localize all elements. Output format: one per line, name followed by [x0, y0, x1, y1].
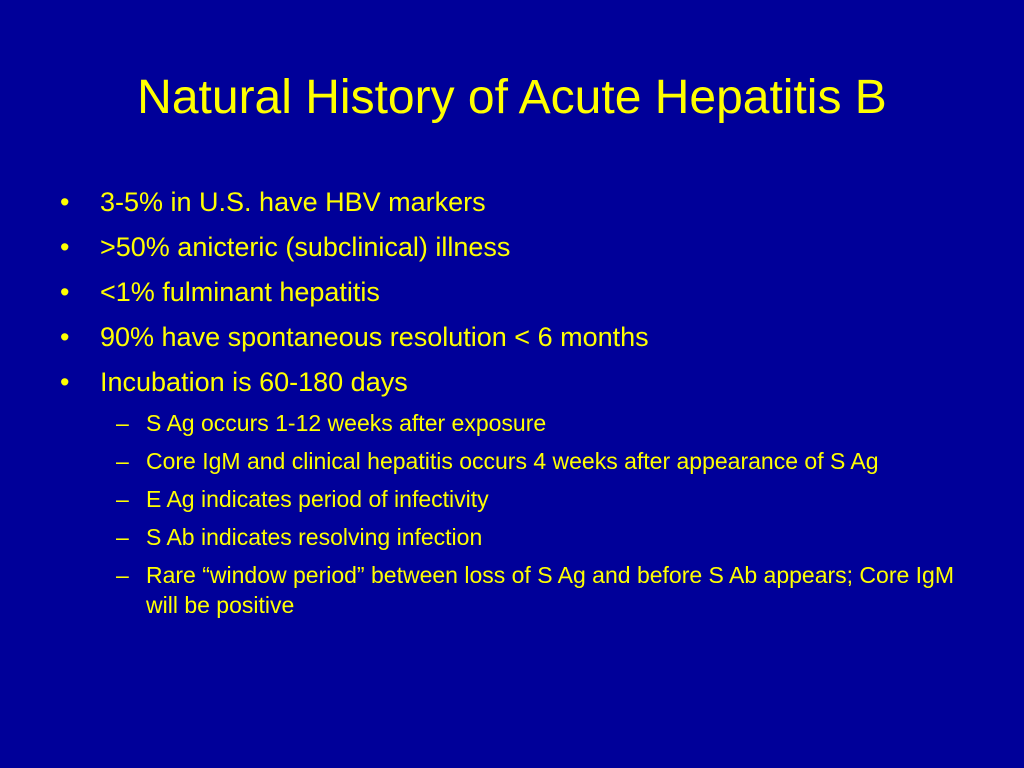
- sub-bullet-text: S Ag occurs 1-12 weeks after exposure: [146, 410, 547, 436]
- sub-bullet-list: [60, 408, 970, 628]
- sub-bullet-item: [60, 446, 970, 476]
- bullet-item: [60, 182, 970, 222]
- sub-bullet-text: Core IgM and clinical hepatitis occurs 4 weeks after appearance of S Ag: [146, 448, 879, 474]
- sub-bullet-item: [60, 408, 970, 438]
- bullet-item: [60, 362, 970, 402]
- bullet-item: [60, 227, 970, 267]
- bullet-list: [60, 182, 970, 406]
- bullet-item: [60, 317, 970, 357]
- sub-bullet-item: [60, 484, 970, 514]
- bullet-marker: •: [60, 232, 70, 262]
- sub-bullet-text: S Ab indicates resolving infection: [146, 524, 483, 550]
- bullet-text: >50% anicteric (subclinical) illness: [100, 232, 511, 262]
- sub-bullet-text: Rare “window period” between loss of S Ag and before S Ab appears; Core IgM will be positive: [146, 562, 955, 618]
- bullet-item: [60, 272, 970, 312]
- bullet-text: 3-5% in U.S. have HBV markers: [100, 187, 486, 217]
- bullet-marker: •: [60, 187, 70, 217]
- sub-bullet-marker: –: [116, 562, 129, 588]
- bullet-marker: •: [60, 367, 70, 397]
- bullet-marker: •: [60, 322, 70, 352]
- sub-bullet-text: E Ag indicates period of infectivity: [146, 486, 489, 512]
- sub-bullet-marker: –: [116, 524, 129, 550]
- slide-title: Natural History of Acute Hepatitis B: [137, 71, 887, 124]
- bullet-text: Incubation is 60-180 days: [100, 367, 408, 397]
- bullet-text: <1% fulminant hepatitis: [100, 277, 380, 307]
- bullet-text: 90% have spontaneous resolution < 6 months: [100, 322, 649, 352]
- sub-bullet-item: [60, 560, 970, 620]
- sub-bullet-marker: –: [116, 448, 129, 474]
- sub-bullet-marker: –: [116, 410, 129, 436]
- sub-bullet-marker: –: [116, 486, 129, 512]
- sub-bullet-item: [60, 522, 970, 552]
- bullet-marker: •: [60, 277, 70, 307]
